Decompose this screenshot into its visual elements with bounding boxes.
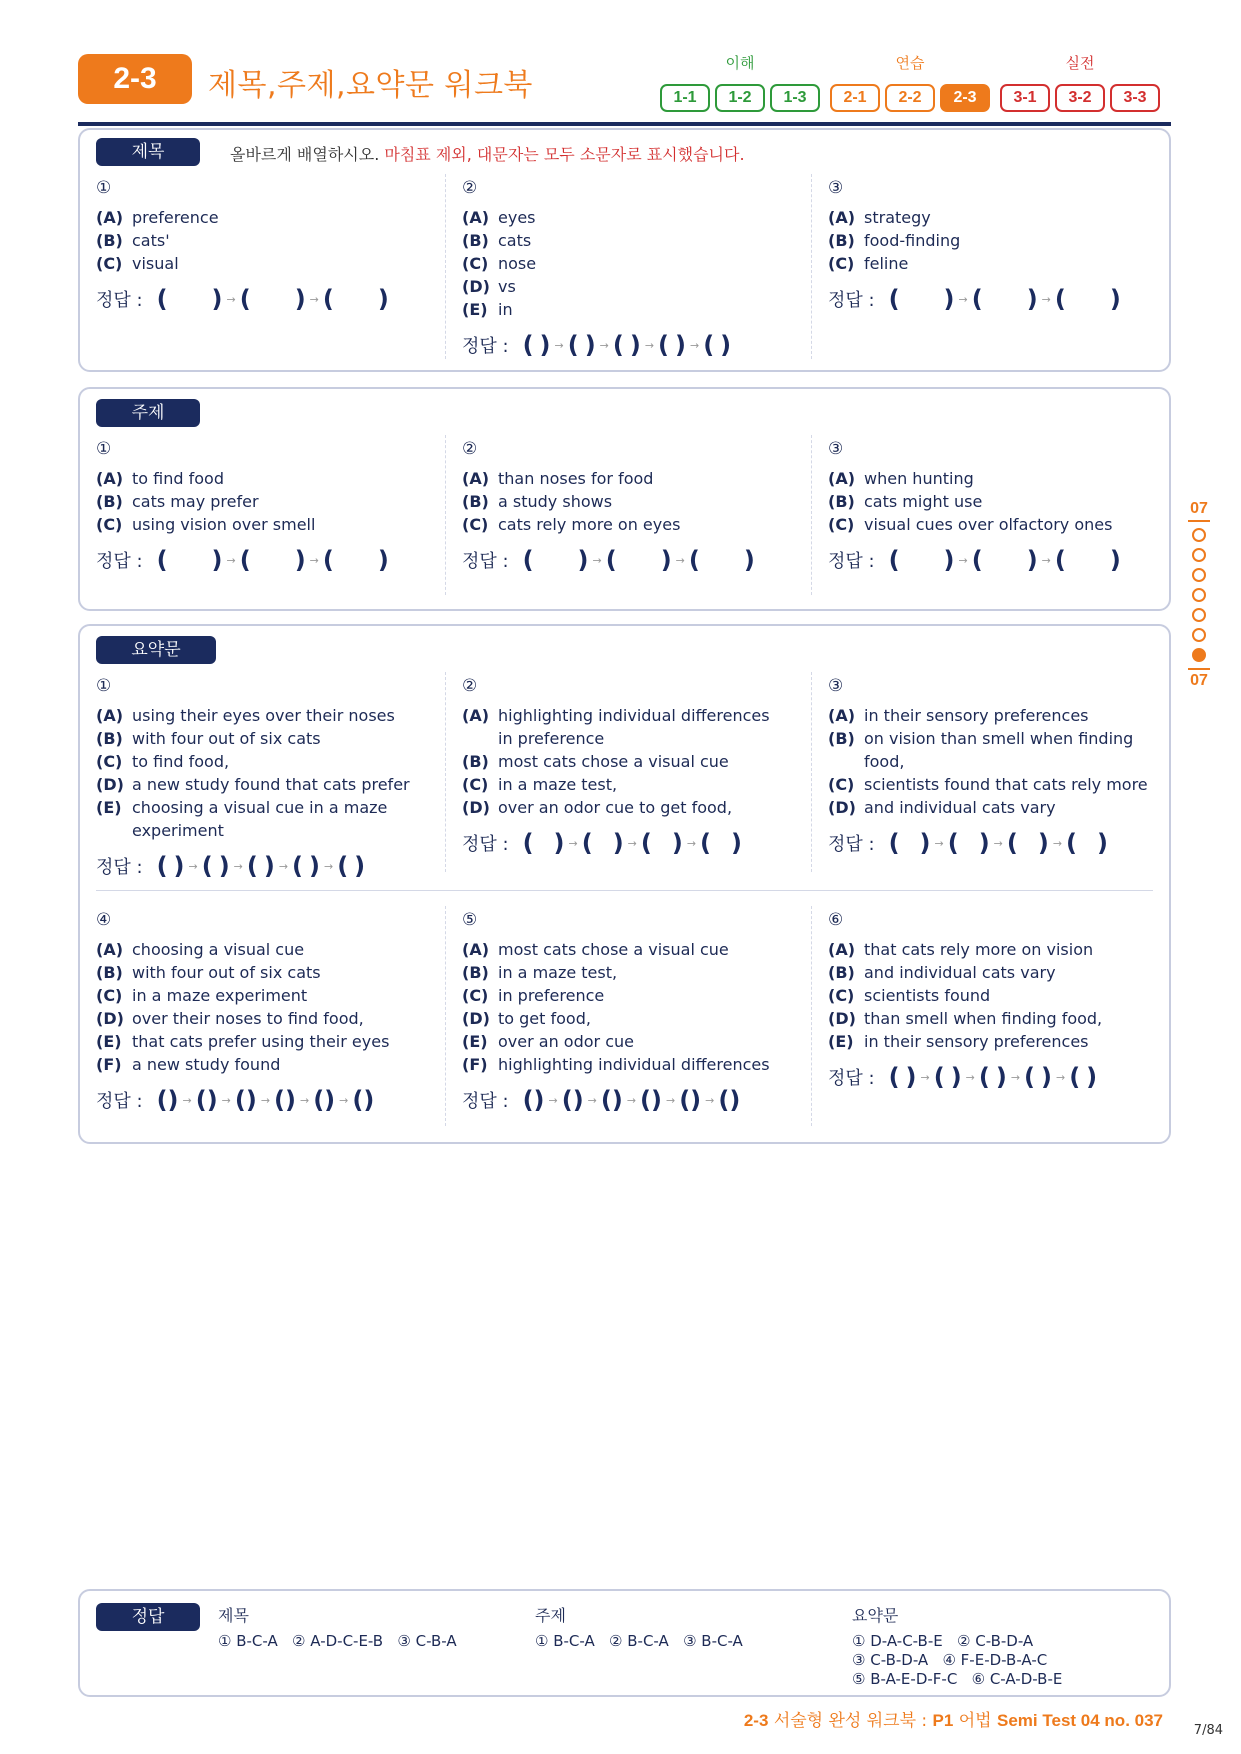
footer-desc: 서술형 완성 워크북 : [773,1711,928,1731]
page-number: 7/84 [1193,1723,1223,1738]
answer-blank[interactable]: ( ) [700,829,742,857]
arrow-icon: → [587,1093,597,1107]
answer-key-summary-head: 요약문 [852,1606,899,1625]
question-number: ① [96,439,112,459]
arrow-icon: → [644,338,655,352]
answer-blank[interactable]: ( ) [640,829,683,857]
arrow-icon: → [592,553,602,567]
option-b: (B) food-finding [828,231,961,250]
option-b: (B) cats' [96,231,170,250]
answer-blank[interactable]: () [274,1086,296,1114]
answer-blank[interactable]: ( ) [1024,1063,1052,1091]
answer-row[interactable] [96,546,436,574]
column-divider [811,174,812,359]
level-label-actual: 실전 [1065,54,1095,72]
option-c: (C) visual [96,254,179,273]
answer-label: 정답 : [96,857,143,878]
topic-question-2 [462,439,802,574]
answer-key-title [218,1603,457,1651]
summary-question-3 [828,676,1168,857]
progress-dot-icon [1192,588,1206,602]
title-question-3 [828,178,1168,313]
answer-blank[interactable]: ( ) [612,331,641,359]
arrow-icon: → [188,859,198,873]
option-a: (A) most cats chose a visual cue [462,940,729,959]
answer-row[interactable] [828,829,1168,857]
answer-blank[interactable]: ( ) [1006,829,1049,857]
option-d: (D) a new study found that cats prefer [96,775,410,794]
answer-blank[interactable]: ( ) [978,1063,1007,1091]
answer-blank[interactable]: ( ) [888,829,931,857]
column-divider [445,435,446,595]
arrow-icon: → [339,1093,349,1107]
answer-row[interactable] [462,546,802,574]
answer-blank[interactable]: ( ) [522,546,589,574]
answer-blank[interactable]: ( ) [605,546,672,574]
level-button-3-2[interactable]: 3-2 [1055,84,1105,112]
title-section [78,128,1171,372]
answer-key-topic-line: ① B-C-A ② B-C-A ③ B-C-A [535,1632,743,1650]
answer-key-title-line: ① B-C-A ② A-D-C-E-B ③ C-B-A [218,1632,457,1650]
page-header [78,52,1171,126]
answer-key-topic [535,1603,743,1651]
option-a: (A) using their eyes over their noses [96,706,395,725]
option-a: (A) strategy [828,208,931,227]
answer-blank[interactable]: ( ) [567,331,596,359]
option-c: (C) scientists found that cats rely more [828,775,1148,794]
arrow-icon: → [1055,1070,1066,1084]
arrow-icon: → [675,553,685,567]
option-b: (B) on vision than smell when finding food, [828,729,1134,771]
answer-row[interactable] [828,546,1168,574]
answer-blank[interactable]: ( ) [292,852,320,880]
arrow-icon: → [226,553,236,567]
arrow-icon: → [323,859,334,873]
progress-dots [1188,528,1210,662]
question-number: ④ [96,910,112,930]
unit-badge: 2-3 [78,54,192,104]
answer-blank[interactable]: () [195,1086,218,1114]
option-c: (C) feline [828,254,909,273]
question-number: ① [96,676,112,696]
arrow-icon: → [260,1093,271,1107]
answer-blank[interactable]: ( ) [1069,1063,1098,1091]
answer-label: 정답 : [96,290,143,311]
progress-dot-icon [1192,568,1206,582]
option-c: (C) in a maze experiment [96,986,308,1005]
answer-blank[interactable]: () [561,1086,584,1114]
footer-part: P1 [932,1711,954,1730]
summary-question-4 [96,910,436,1114]
question-number: ③ [828,178,844,198]
arrow-icon: → [958,553,968,567]
option-b: (B) cats may prefer [96,492,259,511]
option-f: (F) highlighting individual differences [462,1055,770,1074]
arrow-icon: → [920,1070,930,1084]
answer-label: 정답 : [462,336,509,357]
option-c: (C) using vision over smell [96,515,316,534]
option-a: (A) when hunting [828,469,974,488]
answer-row[interactable] [828,1063,1168,1091]
question-number: ② [462,178,478,198]
instruction-note: 마침표 제외, 대문자는 모두 소문자로 표시했습니다. [384,145,745,164]
question-number: ③ [828,439,844,459]
arrow-icon: → [689,338,700,352]
level-button-1-3[interactable]: 1-3 [770,84,820,112]
arrow-icon: → [958,292,968,306]
answer-label: 정답 : [828,551,875,572]
arrow-icon: → [965,1070,975,1084]
arrow-icon: → [1041,292,1051,306]
level-button-3-1[interactable]: 3-1 [1000,84,1050,112]
answer-blank[interactable]: ( ) [246,852,275,880]
option-e: (E) over an odor cue [462,1032,634,1051]
option-a: (A) choosing a visual cue [96,940,305,959]
option-d: (D) to get food, [462,1009,591,1028]
answer-blank[interactable]: ( ) [1054,285,1121,313]
column-divider [445,672,446,872]
arrow-icon: → [233,859,243,873]
answer-blank[interactable]: () [600,1086,623,1114]
arrow-icon: → [686,836,697,850]
answer-blank[interactable]: ( ) [522,829,565,857]
option-c: (C) to find food, [96,752,230,771]
level-button-1-2[interactable]: 1-2 [715,84,765,112]
progress-dot-icon [1192,528,1206,542]
level-label-understand: 이해 [725,54,755,72]
answer-row[interactable] [462,829,802,857]
answer-blank[interactable]: ( ) [971,546,1038,574]
answer-blank[interactable]: () [679,1086,702,1114]
answer-row[interactable] [96,1086,436,1114]
answer-blank[interactable]: ( ) [156,285,223,313]
option-b: (B) most cats chose a visual cue [462,752,729,771]
column-divider [811,906,812,1126]
option-b: (B) a study shows [462,492,613,511]
answer-row[interactable] [828,285,1168,313]
answer-key-box [78,1589,1171,1697]
title-question-2 [462,178,802,359]
option-a: (A) highlighting individual differences in preference [462,706,770,748]
instruction-main: 올바르게 배열하시오. [230,145,380,164]
column-divider [445,174,446,359]
section-tag-topic: 주제 [96,399,200,427]
answer-blank[interactable]: ( ) [156,546,223,574]
option-b: (B) cats might use [828,492,983,511]
answer-blank[interactable]: ( ) [888,285,955,313]
answer-blank[interactable]: () [156,1086,179,1114]
answer-row[interactable] [96,285,436,313]
option-e: (E) in [462,300,513,319]
option-c: (C) scientists found [828,986,991,1005]
option-a: (A) eyes [462,208,536,227]
footer-grammar: 어법 [958,1711,992,1731]
progress-dot-icon [1192,608,1206,622]
side-progress-index [1188,500,1210,690]
answer-blank[interactable]: () [234,1086,257,1114]
answer-blank[interactable]: ( ) [337,852,366,880]
footer-test: Semi Test 04 no. 037 [997,1711,1163,1730]
question-number: ⑤ [462,910,478,930]
answer-row[interactable] [462,1086,802,1114]
side-index-number: 07 [1188,668,1210,690]
answer-key-summary-line: ③ C-B-D-A ④ F-E-D-B-A-C [852,1651,1048,1669]
option-b: (B) with four out of six cats [96,729,321,748]
answer-blank[interactable]: ( ) [201,852,230,880]
answer-blank[interactable]: ( ) [688,546,755,574]
arrow-icon: → [1041,553,1051,567]
answer-blank[interactable]: ( ) [522,331,551,359]
option-f: (F) a new study found [96,1055,281,1074]
arrow-icon: → [299,1093,310,1107]
answer-key-tag: 정답 [96,1603,200,1631]
option-c: (C) in preference [462,986,605,1005]
answer-key-summary-line: ① D-A-C-B-E ② C-B-D-A [852,1632,1034,1650]
answer-blank[interactable]: ( ) [947,829,990,857]
answer-label: 정답 : [828,290,875,311]
answer-blank[interactable]: ( ) [581,829,624,857]
footer-unit: 2-3 [743,1711,769,1730]
instruction [230,142,745,165]
level-button-3-3[interactable]: 3-3 [1110,84,1160,112]
option-c: (C) cats rely more on eyes [462,515,681,534]
arrow-icon: → [221,1093,231,1107]
column-divider [445,906,446,1126]
option-b: (B) cats [462,231,532,250]
option-e: (E) choosing a visual cue in a maze experiment [96,798,388,840]
answer-label: 정답 : [462,551,509,572]
topic-question-3 [828,439,1168,574]
summary-question-2 [462,676,802,857]
summary-question-1 [96,676,436,880]
question-number: ⑥ [828,910,844,930]
arrow-icon: → [1052,836,1063,850]
section-tag-title: 제목 [96,138,200,166]
progress-dot-icon [1192,548,1206,562]
answer-blank[interactable]: ( ) [239,546,306,574]
arrow-icon: → [705,1093,715,1107]
answer-blank[interactable]: () [640,1086,662,1114]
option-d: (D) vs [462,277,516,296]
arrow-icon: → [548,1093,558,1107]
progress-dot-icon [1192,628,1206,642]
progress-dot-icon [1192,648,1206,662]
question-number: ② [462,439,478,459]
row-divider [96,890,1153,891]
question-number: ② [462,676,478,696]
question-number: ③ [828,676,844,696]
answer-blank[interactable]: ( ) [322,546,389,574]
answer-blank[interactable]: ( ) [703,331,732,359]
answer-row[interactable] [462,331,802,359]
column-divider [811,672,812,872]
topic-section [78,387,1171,611]
answer-label: 정답 : [96,551,143,572]
question-number: ① [96,178,112,198]
answer-blank[interactable]: ( ) [888,1063,917,1091]
option-b: (B) in a maze test, [462,963,618,982]
option-c: (C) in a maze test, [462,775,618,794]
answer-key-topic-head: 주제 [535,1606,566,1625]
option-b: (B) and individual cats vary [828,963,1056,982]
option-c: (C) visual cues over olfactory ones [828,515,1113,534]
option-a: (A) than noses for food [462,469,654,488]
answer-blank[interactable]: ( ) [239,285,306,313]
option-e: (E) that cats prefer using their eyes [96,1032,390,1051]
answer-blank[interactable]: () [313,1086,336,1114]
answer-blank[interactable]: ( ) [1066,829,1108,857]
arrow-icon: → [599,338,609,352]
option-d: (D) than smell when finding food, [828,1009,1103,1028]
answer-blank[interactable]: ( ) [933,1063,962,1091]
arrow-icon: → [665,1093,676,1107]
option-a: (A) to find food [96,469,224,488]
answer-label: 정답 : [96,1091,143,1112]
answer-blank[interactable]: () [522,1086,545,1114]
answer-label: 정답 : [462,1091,509,1112]
level-button-2-3[interactable]: 2-3 [940,84,990,112]
answer-label: 정답 : [462,834,509,855]
answer-blank[interactable]: () [352,1086,375,1114]
answer-key-summary [852,1603,1062,1689]
answer-key-title-head: 제목 [218,1606,249,1625]
arrow-icon: → [993,836,1003,850]
topic-question-1 [96,439,436,574]
answer-blank[interactable]: ( ) [322,285,389,313]
option-b: (B) with four out of six cats [96,963,321,982]
answer-label: 정답 : [828,1068,875,1089]
arrow-icon: → [934,836,944,850]
answer-blank[interactable]: ( ) [1054,546,1121,574]
option-c: (C) nose [462,254,537,273]
page-title: 제목,주제,요약문 워크북 [208,68,533,103]
answer-blank[interactable]: ( ) [971,285,1038,313]
arrow-icon: → [278,859,289,873]
answer-key-summary-line: ⑤ B-A-E-D-F-C ⑥ C-A-D-B-E [852,1670,1063,1688]
level-button-2-2[interactable]: 2-2 [885,84,935,112]
option-d: (D) and individual cats vary [828,798,1056,817]
answer-blank[interactable]: ( ) [156,852,185,880]
answer-blank[interactable]: () [718,1086,741,1114]
option-d: (D) over their noses to find food, [96,1009,364,1028]
option-a: (A) that cats rely more on vision [828,940,1094,959]
option-d: (D) over an odor cue to get food, [462,798,733,817]
option-e: (E) in their sensory preferences [828,1032,1089,1051]
footer [744,1706,1163,1731]
arrow-icon: → [1010,1070,1021,1084]
section-tag-summary: 요약문 [96,636,216,664]
arrow-icon: → [309,553,319,567]
arrow-icon: → [554,338,564,352]
arrow-icon: → [627,836,637,850]
arrow-icon: → [226,292,236,306]
option-a: (A) preference [96,208,219,227]
level-button-2-1[interactable]: 2-1 [830,84,880,112]
column-divider [811,435,812,595]
option-a: (A) in their sensory preferences [828,706,1089,725]
answer-label: 정답 : [828,834,875,855]
level-label-practice: 연습 [895,54,925,72]
arrow-icon: → [626,1093,637,1107]
answer-blank[interactable]: ( ) [888,546,955,574]
title-question-1 [96,178,436,313]
arrow-icon: → [568,836,578,850]
answer-blank[interactable]: ( ) [658,331,686,359]
arrow-icon: → [182,1093,192,1107]
summary-section [78,624,1171,1144]
arrow-icon: → [309,292,319,306]
summary-question-5 [462,910,802,1114]
summary-question-6 [828,910,1168,1091]
side-index-number: 07 [1188,500,1210,522]
answer-row[interactable] [96,852,436,880]
level-button-1-1[interactable]: 1-1 [660,84,710,112]
